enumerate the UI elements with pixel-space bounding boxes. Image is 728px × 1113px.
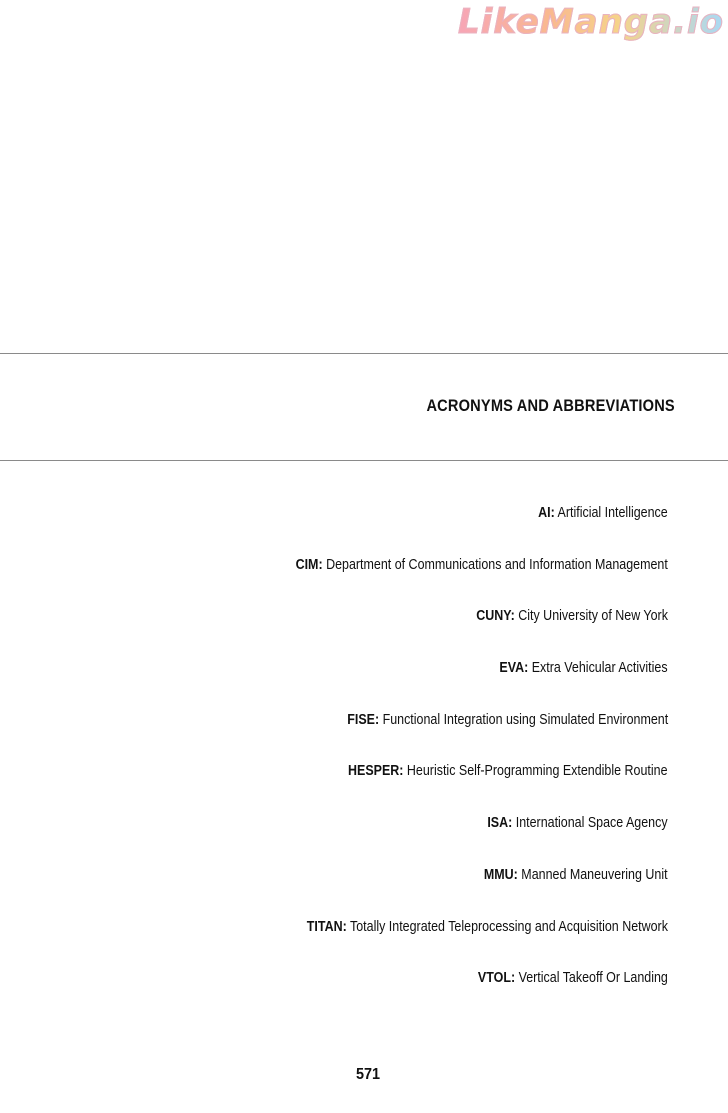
acronym-definition: Totally Integrated Teleprocessing and Acquisition Network <box>350 918 668 935</box>
acronym-entry <box>8 502 668 554</box>
acronym-term: FISE: <box>347 711 379 728</box>
acronym-entry <box>8 657 668 709</box>
acronym-entry <box>8 916 668 968</box>
acronym-list <box>8 502 668 1019</box>
section-heading: ACRONYMS AND ABBREVIATIONS <box>426 396 675 415</box>
acronym-entry <box>8 554 668 606</box>
acronym-entry <box>8 967 668 1019</box>
acronym-definition: Artificial Intelligence <box>557 505 668 521</box>
acronym-term: VTOL: <box>478 970 516 987</box>
page-number: 571 <box>355 1066 381 1083</box>
acronym-term: TITAN: <box>306 918 347 935</box>
acronym-definition: Extra Vehicular Activities <box>532 660 668 677</box>
acronym-entry <box>8 812 668 864</box>
acronym-term: HESPER: <box>348 763 404 780</box>
acronym-entry <box>8 605 668 657</box>
acronym-definition: City University of New York <box>518 608 668 625</box>
acronym-term: AI: <box>538 505 556 521</box>
acronym-definition: Manned Maneuvering Unit <box>521 866 668 883</box>
acronym-entry <box>8 760 668 812</box>
acronym-term: MMU: <box>484 866 519 883</box>
watermark-logo: LikeManga.io <box>458 2 724 42</box>
acronym-definition: Vertical Takeoff Or Landing <box>518 970 668 987</box>
acronym-term: ISA: <box>487 815 513 832</box>
acronym-term: EVA: <box>499 660 529 677</box>
acronym-definition: Department of Communications and Information Management <box>326 556 668 573</box>
acronym-entry <box>8 709 668 761</box>
bottom-divider <box>0 460 728 461</box>
acronym-definition: Heuristic Self-Programming Extendible Routine <box>407 763 668 780</box>
top-divider <box>0 353 728 354</box>
acronym-entry <box>8 864 668 916</box>
acronym-definition: International Space Agency <box>516 815 668 832</box>
acronym-term: CIM: <box>295 556 323 573</box>
acronym-definition: Functional Integration using Simulated Environment <box>382 711 668 728</box>
acronym-term: CUNY: <box>476 608 515 625</box>
